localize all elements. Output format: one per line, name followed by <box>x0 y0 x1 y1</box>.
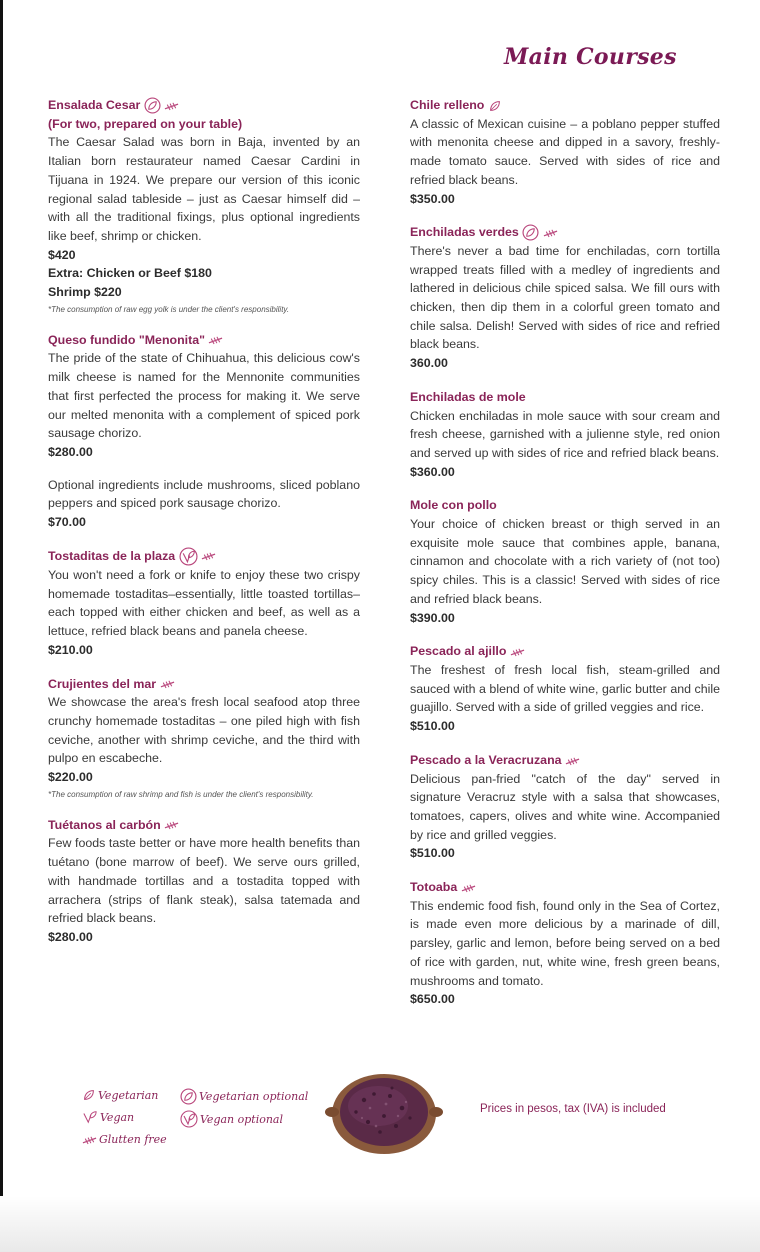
dish-title <box>48 96 360 115</box>
gluten-free-icon <box>160 679 175 689</box>
prices-note: Prices in pesos, tax (IVA) is included <box>480 1103 666 1115</box>
dish-title <box>410 642 720 661</box>
dish-enchiladas-verdes <box>410 223 720 373</box>
dish-extra-price: Shrimp $220 <box>48 285 122 300</box>
dish-price: $360.00 <box>410 464 455 479</box>
dish-description: Chicken enchiladas in mole sauce with sour cream and fresh cheese, garnished with a julienne style, red onion and served up with sides of rice and refried black beans. <box>410 408 720 460</box>
dish-title <box>48 816 360 835</box>
dish-subtitle: (For two, prepared on your table) <box>48 116 243 131</box>
dish-pescado-veracruzana <box>410 751 720 863</box>
vegetarian-optional-icon <box>180 1088 197 1105</box>
dish-price: $420 <box>48 247 76 262</box>
dish-name: Totoaba <box>410 880 458 895</box>
dish-price: $650.00 <box>410 992 455 1007</box>
dish-note: *The consumption of raw egg yolk is under the client's responsibility. <box>48 304 290 314</box>
dish-description: The Caesar Salad was born in Baja, invented by an Italian born restaurateur named Caesar Cardini in Tijuana in 1924. We prepare our version of this iconic regional salad tableside – just as Caesar himself did – with all the traditional fixings, plus optional ingredients like beef, shrimp or chicken. <box>48 135 360 243</box>
dish-title <box>410 751 720 770</box>
dish-extra-price: Extra: Chicken or Beef $180 <box>48 266 212 281</box>
mole-bowl-image <box>324 1066 444 1158</box>
page-bottom-shadow <box>0 1196 760 1252</box>
dish-description: A classic of Mexican cuisine – a poblano pepper stuffed with menonita cheese and dipped in a savory, freshly-made tomato sauce. Served with sides of rice and refried black beans. <box>410 116 720 187</box>
diet-legend <box>80 1088 320 1160</box>
dish-mole-con-pollo <box>410 496 720 627</box>
dish-description: Delicious pan-fried "catch of the day" served in signature Veracruz style with a salsa that showcases, tomatoes, capers, olives and white wine. Accompanied by rice and grilled veggies. <box>410 771 720 842</box>
legend-label: Vegan <box>100 1110 135 1124</box>
dish-name: Mole con pollo <box>410 498 497 513</box>
dish-description: Few foods taste better or have more health benefits than tuétano (bone marrow of beef). We serve ours grilled, with handmade tortillas and a tostadita topped with arrachera (strips of flank steak), salsa tatemada and refried black beans. <box>48 836 360 926</box>
legend-item-vegetarian <box>82 1088 158 1102</box>
dish-tuetanos <box>48 816 360 947</box>
page-left-border <box>0 0 3 1252</box>
gluten-free-icon <box>164 101 179 111</box>
dish-crujientes-del-mar <box>48 675 360 801</box>
dish-tostaditas <box>48 547 360 660</box>
dish-price: $510.00 <box>410 846 455 861</box>
dish-description: There's never a bad time for enchiladas, corn tortilla wrapped treats filled with a medley of ingredients and lathered in delicious chile spiced salsa. We fill ours with chicken, then dip them in a colorful green tomato and chile salsa. Delish! Served with sides of rice and refried black beans. <box>410 243 720 352</box>
dish-name: Enchiladas de mole <box>410 389 526 404</box>
gluten-free-icon <box>461 883 476 893</box>
dish-price: $210.00 <box>48 642 93 657</box>
legend-item-vegan <box>82 1110 134 1124</box>
dish-price: $280.00 <box>48 444 93 459</box>
gluten-free-icon <box>201 551 216 561</box>
dish-name: Pescado al ajillo <box>410 644 507 659</box>
dish-title <box>410 223 720 242</box>
dish-price: 360.00 <box>410 356 448 371</box>
dish-name: Crujientes del mar <box>48 676 157 691</box>
dish-note: *The consumption of raw shrimp and fish is under the client's responsibility. <box>48 789 314 799</box>
dish-description: This endemic food fish, found only in the Sea of Cortez, is made even more delicious by a marinade of dill, parsley, garlic and lemon, before being served on a bed of rice with garden, nut, white wine, fresh green beans, mushrooms and tomato. <box>410 898 720 988</box>
vegetarian-icon <box>82 1088 96 1102</box>
gluten-free-icon <box>208 335 223 345</box>
dish-name: Tostaditas de la plaza <box>48 548 176 563</box>
legend-label: Glutten free <box>99 1133 167 1146</box>
dish-enchiladas-de-mole <box>410 388 720 482</box>
dish-description: Your choice of chicken breast or thigh served in an exquisite mole sauce that combines apple, banana, cinnamon and chocolate with a rich variety of (not too) spicy chiles. This is a classic! Served with sides of rice and refried black beans. <box>410 517 720 606</box>
dish-description: The pride of the state of Chihuahua, this delicious cow's milk cheese is named for the Mennonite communities that first perfected the process for making it. We serve our melted menonita with a complement of spiced pork sausage chorizo. <box>48 351 360 441</box>
legend-label: Vegetarian optional <box>199 1090 309 1103</box>
dish-optional-price: $70.00 <box>48 515 86 530</box>
dish-chile-relleno <box>410 96 720 208</box>
dish-title <box>48 547 360 566</box>
dish-title <box>410 878 720 897</box>
dish-ensalada-cesar <box>48 96 360 316</box>
dish-description: The freshest of fresh local fish, steam-grilled and sauced with a blend of white wine, garlic butter and chile guajillo. Served with a side of grilled veggies and rice. <box>410 662 720 715</box>
dish-price: $350.00 <box>410 191 455 206</box>
dish-price: $390.00 <box>410 610 455 625</box>
vegetarian-optional-icon <box>522 224 539 241</box>
right-column <box>410 96 720 1024</box>
gluten-free-icon <box>543 228 558 238</box>
dish-title <box>410 496 720 515</box>
legend-label: Vegan optional <box>200 1112 284 1126</box>
dish-price: $510.00 <box>410 719 455 734</box>
gluten-free-icon <box>82 1135 97 1145</box>
dish-title <box>410 96 720 115</box>
left-column <box>48 96 360 962</box>
vegan-optional-icon <box>179 547 198 566</box>
dish-price: $220.00 <box>48 770 93 785</box>
gluten-free-icon <box>565 756 580 766</box>
vegetarian-icon <box>488 99 502 113</box>
dish-title <box>48 331 360 350</box>
vegan-icon <box>82 1110 98 1124</box>
legend-item-gluten-free <box>82 1133 167 1146</box>
gluten-free-icon <box>510 647 525 657</box>
vegan-optional-icon <box>180 1110 198 1128</box>
dish-title <box>48 675 360 694</box>
dish-name: Chile relleno <box>410 98 485 112</box>
dish-optional-description: Optional ingredients include mushrooms, sliced poblano peppers and spiced pork sausage chorizo. <box>48 477 360 511</box>
gluten-free-icon <box>164 820 179 830</box>
dish-queso-fundido <box>48 331 360 532</box>
dish-pescado-al-ajillo <box>410 642 720 736</box>
dish-totoaba <box>410 878 720 1009</box>
legend-item-vegetarian-optional <box>180 1088 308 1105</box>
dish-name: Pescado a la Veracruzana <box>410 752 562 767</box>
page-title: Main Courses <box>504 44 677 70</box>
dish-description: We showcase the area's fresh local seafood atop three crunchy homemade tostaditas – one piled high with fish ceviche, another with shrimp ceviche, and the third with pulpo en escabeche. <box>48 695 360 766</box>
dish-name: Queso fundido "Menonita" <box>48 332 205 347</box>
dish-name: Enchiladas verdes <box>410 225 519 240</box>
dish-title <box>410 388 720 407</box>
legend-item-vegan-optional <box>180 1110 283 1128</box>
dish-name: Tuétanos al carbón <box>48 817 161 832</box>
dish-description: You won't need a fork or knife to enjoy these two crispy homemade tostaditas–essentially, little toasted tortillas–each topped with either chicken and beef, as well as a lettuce, refried black beans and panela cheese. <box>48 567 360 639</box>
dish-price: $280.00 <box>48 929 93 944</box>
vegetarian-optional-icon <box>144 97 161 114</box>
dish-name: Ensalada Cesar <box>48 98 141 112</box>
legend-label: Vegetarian <box>98 1088 159 1102</box>
